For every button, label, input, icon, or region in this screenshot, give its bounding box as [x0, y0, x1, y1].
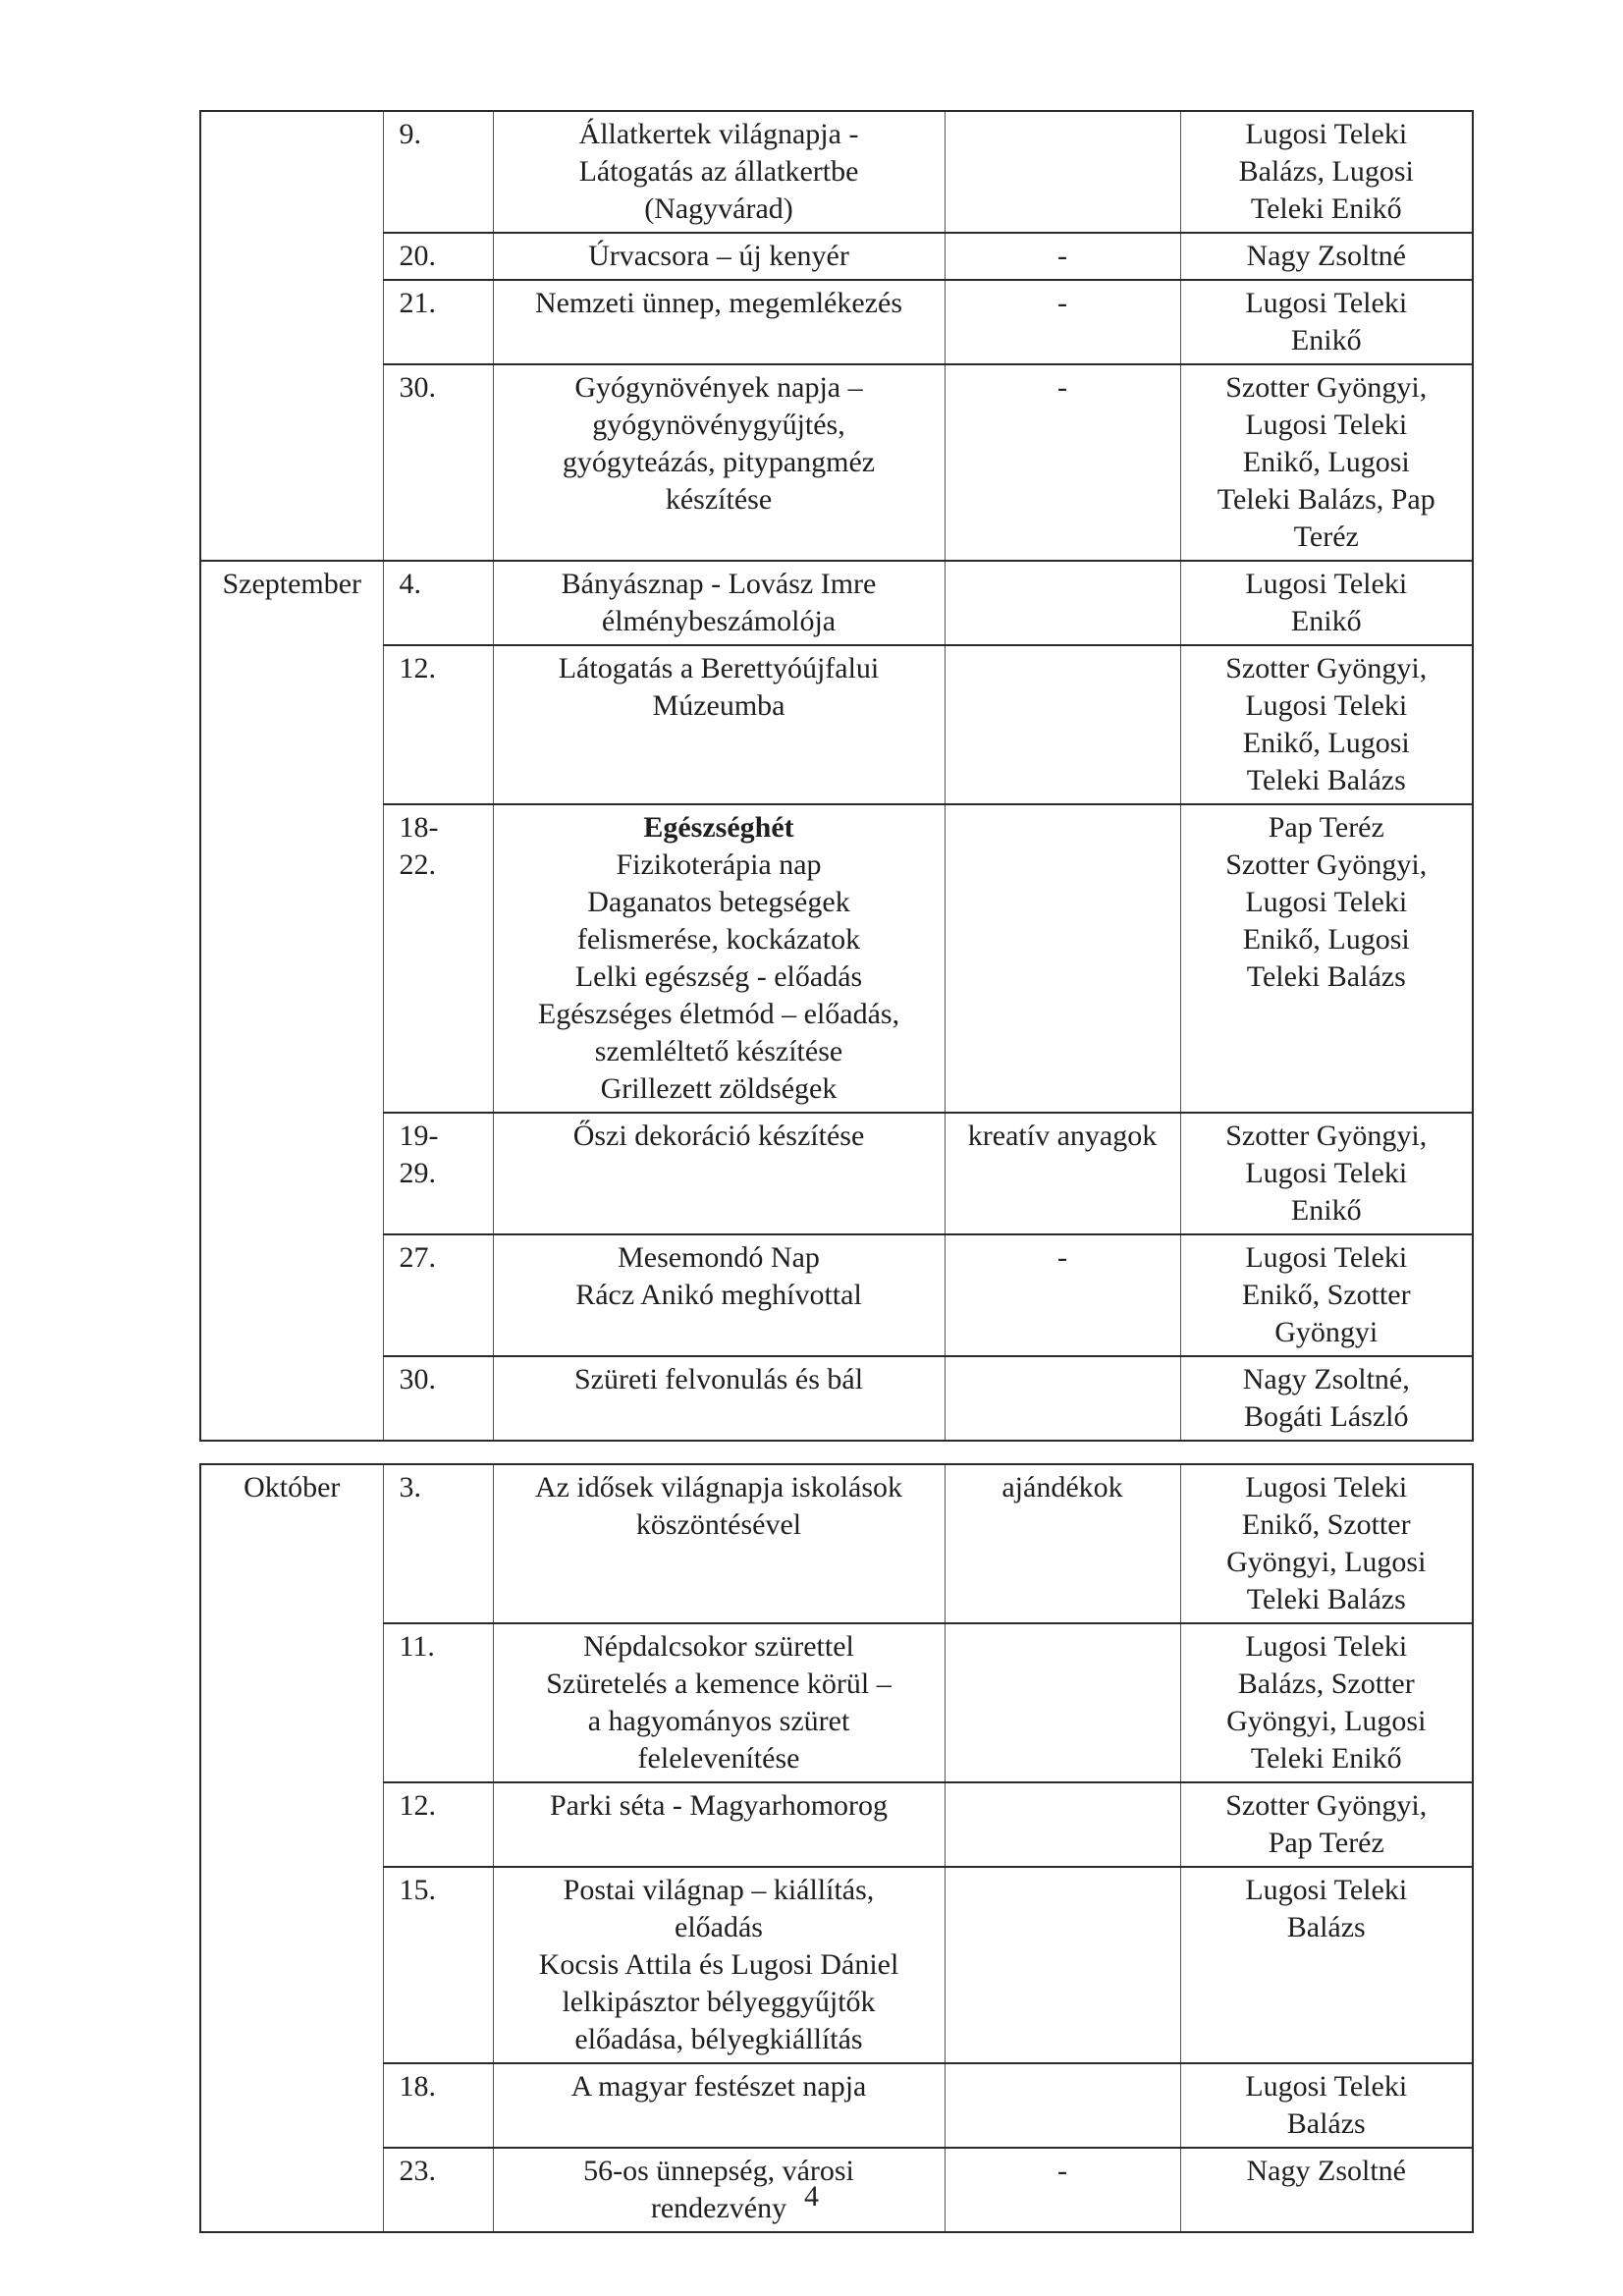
- table-row: [200, 2063, 1473, 2148]
- event-line: Mesemondó Nap: [618, 1241, 820, 1274]
- table-row: [200, 561, 1473, 645]
- responsible-line: Pap Teréz: [1268, 811, 1384, 844]
- day-cell: [383, 1782, 493, 1867]
- responsible-cell: [1180, 1234, 1473, 1356]
- day-text: 30.: [399, 1363, 436, 1395]
- responsible-line: Enikő: [1290, 1194, 1362, 1227]
- responsible-line: Lugosi Teleki: [1245, 1874, 1408, 1906]
- event-line: Daganatos betegségek: [587, 886, 850, 918]
- materials-cell: -: [945, 1234, 1180, 1356]
- event-line: előadás: [675, 1911, 763, 1943]
- responsible-line: Lugosi Teleki: [1245, 689, 1408, 722]
- event-line: Szüretelés a kemence körül –: [546, 1667, 892, 1700]
- materials-cell: [945, 645, 1180, 804]
- event-line: Múzeumba: [652, 689, 785, 722]
- materials-cell: [945, 1782, 1180, 1867]
- responsible-line: Enikő, Szotter: [1241, 1279, 1411, 1311]
- table-row: [200, 364, 1473, 561]
- day-cell: [383, 280, 493, 364]
- event-line: készítése: [665, 483, 773, 516]
- event-cell: [493, 1234, 945, 1356]
- materials-cell: ajándékok: [945, 1464, 1180, 1623]
- event-cell: [493, 804, 945, 1113]
- event-line: élménybeszámolója: [601, 605, 837, 637]
- table-row: [200, 1782, 1473, 1867]
- responsible-line: Szotter Gyöngyi,: [1225, 652, 1428, 684]
- event-cell: [493, 233, 945, 280]
- day-text: 18-: [399, 811, 439, 844]
- responsible-line: Szotter Gyöngyi,: [1225, 1120, 1428, 1152]
- responsible-line: Teleki Enikő: [1250, 1742, 1402, 1775]
- event-line: felismerése, kockázatok: [576, 923, 861, 956]
- responsible-line: Enikő: [1290, 605, 1362, 637]
- table-row: [200, 1113, 1473, 1234]
- table-row: [200, 1356, 1473, 1441]
- responsible-cell: [1180, 1782, 1473, 1867]
- event-cell: [493, 1867, 945, 2063]
- event-line: Őszi dekoráció készítése: [572, 1120, 865, 1152]
- responsible-line: Lugosi Teleki: [1245, 1157, 1408, 1189]
- event-line: Állatkertek világnapja -: [578, 118, 859, 150]
- responsible-line: Teleki Balázs: [1246, 764, 1406, 796]
- event-line: (Nagyvárad): [644, 192, 793, 225]
- responsible-line: Nagy Zsoltné: [1246, 2155, 1406, 2187]
- event-line: A magyar festészet napja: [570, 2070, 867, 2103]
- event-line: Egészséges életmód – előadás,: [537, 998, 900, 1030]
- responsible-line: Gyöngyi: [1274, 1316, 1379, 1348]
- event-line: Postai világnap – kiállítás,: [563, 1874, 875, 1906]
- month-cell: Október: [200, 1464, 383, 2232]
- day-text: 4.: [399, 568, 421, 600]
- materials-cell: -: [945, 2148, 1180, 2232]
- event-line: felelevenítése: [637, 1742, 800, 1775]
- day-text: 29.: [399, 1157, 436, 1189]
- responsible-cell: [1180, 111, 1473, 233]
- responsible-line: Lugosi Teleki: [1245, 287, 1408, 319]
- page-number: 4: [804, 2180, 819, 2213]
- responsible-line: Teleki Balázs, Pap: [1217, 483, 1435, 516]
- materials-cell: -: [945, 280, 1180, 364]
- event-line: Parki séta - Magyarhomorog: [549, 1789, 889, 1822]
- responsible-cell: [1180, 233, 1473, 280]
- table-row: [200, 111, 1473, 233]
- day-text: 30.: [399, 371, 436, 404]
- event-line: Látogatás az állatkertbe: [578, 155, 859, 188]
- event-cell: [493, 645, 945, 804]
- day-cell: [383, 233, 493, 280]
- event-line: Lelki egészség - előadás: [574, 960, 863, 993]
- event-line: szemléltető készítése: [594, 1035, 843, 1067]
- day-text: 11.: [399, 1630, 435, 1663]
- event-cell: [493, 364, 945, 561]
- event-line: előadása, bélyegkiállítás: [574, 2023, 863, 2055]
- program-table: [199, 110, 1474, 2233]
- day-cell: [383, 1234, 493, 1356]
- responsible-line: Lugosi Teleki: [1245, 886, 1408, 918]
- materials-cell: [945, 1623, 1180, 1782]
- responsible-line: Enikő, Lugosi: [1242, 446, 1410, 478]
- event-cell: [493, 1623, 945, 1782]
- day-cell: [383, 1623, 493, 1782]
- materials-cell: [945, 1356, 1180, 1441]
- responsible-cell: [1180, 1356, 1473, 1441]
- responsible-line: Lugosi Teleki: [1245, 568, 1408, 600]
- responsible-cell: [1180, 280, 1473, 364]
- event-line: köszöntésével: [635, 1508, 802, 1541]
- day-cell: [383, 1113, 493, 1234]
- day-cell: [383, 1867, 493, 2063]
- event-line: Szüreti felvonulás és bál: [573, 1363, 864, 1395]
- responsible-line: Lugosi Teleki: [1245, 2070, 1408, 2103]
- materials-cell: [945, 1867, 1180, 2063]
- responsible-cell: [1180, 1623, 1473, 1782]
- day-cell: [383, 111, 493, 233]
- table-row: [200, 280, 1473, 364]
- responsible-cell: [1180, 364, 1473, 561]
- event-line: lelkipásztor bélyeggyűjtők: [562, 1986, 876, 2018]
- event-line: Kocsis Attila és Lugosi Dániel: [538, 1948, 899, 1981]
- event-title: Egészséghét: [643, 811, 794, 844]
- materials-cell: -: [945, 364, 1180, 561]
- responsible-cell: [1180, 645, 1473, 804]
- event-line: Rácz Anikó meghívottal: [575, 1279, 862, 1311]
- responsible-line: Nagy Zsoltné: [1246, 240, 1406, 272]
- event-line: 56-os ünnepség, városi: [583, 2155, 854, 2187]
- day-text: 22.: [399, 848, 436, 881]
- event-cell: [493, 1464, 945, 1623]
- block-spacer: [200, 1441, 1473, 1464]
- day-text: 27.: [399, 1241, 436, 1274]
- materials-cell: [945, 804, 1180, 1113]
- event-cell: [493, 280, 945, 364]
- event-cell: [493, 1356, 945, 1441]
- day-text: 9.: [399, 118, 421, 150]
- responsible-line: Enikő, Lugosi: [1242, 923, 1410, 956]
- event-line: Látogatás a Berettyóújfalui: [558, 652, 880, 684]
- responsible-line: Enikő, Szotter: [1241, 1508, 1411, 1541]
- event-line: Grillezett zöldségek: [600, 1072, 838, 1105]
- day-cell: [383, 1464, 493, 1623]
- day-text: 3.: [399, 1471, 421, 1503]
- event-line: Fizikoterápia nap: [616, 848, 822, 881]
- event-cell: [493, 1782, 945, 1867]
- responsible-cell: [1180, 1867, 1473, 2063]
- responsible-line: Lugosi Teleki: [1245, 1241, 1408, 1274]
- event-line: a hagyományos szüret: [587, 1705, 850, 1737]
- day-cell: [383, 645, 493, 804]
- day-cell: [383, 561, 493, 645]
- day-text: 15.: [399, 1874, 436, 1906]
- day-text: 23.: [399, 2155, 436, 2187]
- responsible-cell: [1180, 804, 1473, 1113]
- responsible-line: Gyöngyi, Lugosi: [1226, 1705, 1427, 1737]
- day-cell: [383, 804, 493, 1113]
- materials-cell: [945, 2063, 1180, 2148]
- table-row: [200, 1623, 1473, 1782]
- day-cell: [383, 1356, 493, 1441]
- responsible-cell: [1180, 561, 1473, 645]
- responsible-line: Bogáti László: [1244, 1400, 1409, 1433]
- responsible-line: Teréz: [1293, 520, 1359, 553]
- responsible-line: Teleki Balázs: [1246, 1583, 1406, 1615]
- event-cell: [493, 1113, 945, 1234]
- table-row: [200, 1464, 1473, 1623]
- event-line: Úrvacsora – új kenyér: [588, 240, 849, 272]
- day-text: 12.: [399, 1789, 436, 1822]
- responsible-line: Teleki Enikő: [1250, 192, 1402, 225]
- responsible-line: Balázs: [1286, 1911, 1366, 1943]
- table-row: [200, 1867, 1473, 2063]
- responsible-line: Gyöngyi, Lugosi: [1226, 1546, 1427, 1578]
- event-cell: [493, 561, 945, 645]
- responsible-line: Enikő, Lugosi: [1242, 727, 1410, 759]
- day-text: 20.: [399, 240, 436, 272]
- event-line: rendezvény: [650, 2192, 787, 2224]
- materials-cell: kreatív anyagok: [945, 1113, 1180, 1234]
- month-cell: Szeptember: [200, 561, 383, 1441]
- day-text: 21.: [399, 287, 436, 319]
- responsible-line: Szotter Gyöngyi,: [1225, 371, 1428, 404]
- day-text: 12.: [399, 652, 436, 684]
- event-line: Bányásznap - Lovász Imre: [561, 568, 877, 600]
- event-line: Nemzeti ünnep, megemlékezés: [534, 287, 902, 319]
- table-row: [200, 233, 1473, 280]
- responsible-line: Balázs, Szotter: [1237, 1667, 1415, 1700]
- event-cell: [493, 2063, 945, 2148]
- table-row: [200, 645, 1473, 804]
- responsible-line: Nagy Zsoltné,: [1242, 1363, 1410, 1395]
- materials-cell: [945, 561, 1180, 645]
- event-line: Az idősek világnapja iskolások: [534, 1471, 903, 1503]
- day-text: 18.: [399, 2070, 436, 2103]
- responsible-cell: [1180, 2063, 1473, 2148]
- responsible-line: Szotter Gyöngyi,: [1225, 1789, 1428, 1822]
- responsible-line: Lugosi Teleki: [1245, 1630, 1408, 1663]
- table-row: [200, 1234, 1473, 1356]
- event-line: Népdalcsokor szürettel: [583, 1630, 854, 1663]
- day-cell: [383, 2063, 493, 2148]
- table-row: [200, 804, 1473, 1113]
- responsible-line: Enikő: [1290, 324, 1362, 356]
- event-line: Gyógynövények napja –: [574, 371, 863, 404]
- responsible-line: Teleki Balázs: [1246, 960, 1406, 993]
- responsible-line: Lugosi Teleki: [1245, 1471, 1408, 1503]
- responsible-cell: [1180, 1113, 1473, 1234]
- responsible-line: Balázs, Lugosi: [1238, 155, 1414, 188]
- responsible-line: Balázs: [1286, 2107, 1366, 2140]
- materials-cell: -: [945, 233, 1180, 280]
- month-cell: [200, 111, 383, 561]
- responsible-line: Lugosi Teleki: [1245, 118, 1408, 150]
- responsible-cell: [1180, 1464, 1473, 1623]
- materials-cell: [945, 111, 1180, 233]
- responsible-line: Szotter Gyöngyi,: [1225, 848, 1428, 881]
- event-cell: [493, 111, 945, 233]
- responsible-line: Pap Teréz: [1268, 1827, 1384, 1859]
- event-line: gyógynövénygyűjtés,: [592, 409, 845, 441]
- event-line: gyógyteázás, pitypangméz: [562, 446, 876, 478]
- responsible-line: Lugosi Teleki: [1245, 409, 1408, 441]
- day-cell: [383, 364, 493, 561]
- day-text: 19-: [399, 1120, 439, 1152]
